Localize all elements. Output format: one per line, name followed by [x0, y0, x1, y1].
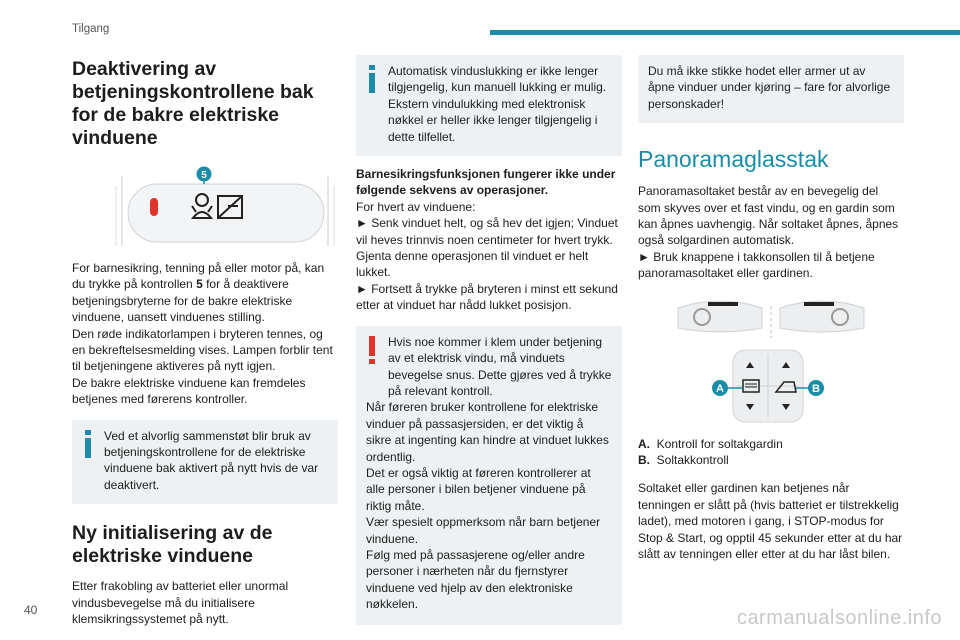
- info-icon: [365, 65, 379, 93]
- child-lock-switch-illustration: [72, 166, 338, 248]
- badge-5-label: 5: [201, 170, 207, 181]
- roof-console-illustration: [638, 292, 904, 430]
- warning-box-pinching: Hvis noe kommer i klem under betjening av et elektrisk vindu, må vinduets bevegelse snus. Dette gjøres ved å trykke på relevant kontroll. Når føreren bruker kontrollene for elektriske vinduer på passasjersiden, er det viktig å sikre at ingenting kan hindre at vinduet lukkes ordentlig. Det er også viktig at føreren kontrollerer at alle personer i bilen betjener vinduene på riktig måte. Vær spesielt oppmerksom når barn betjener vinduene. Følg med på passasjerene og/eller andre personer i nærheten når du fjernstyrer vinduene ved hjelp av den elektroniske nøkkelen.: [356, 326, 622, 625]
- left-column: [72, 58, 338, 628]
- child-lock-switch-figure: [72, 166, 338, 248]
- section-title-reinit: Ny initialisering av de elektriske vinduene: [72, 522, 273, 568]
- info-icon: [81, 430, 95, 458]
- step-each-window: For hvert av vinduene:: [356, 199, 476, 214]
- page-header: [0, 0, 960, 40]
- caption-b: B. Soltakkontroll: [638, 453, 729, 468]
- figure-captions: [638, 436, 904, 469]
- step-lower-raise: ► Senk vinduet helt, og så hev det igjen; Vinduet vil heves trinnvis noen centimeter for hvert trykk. Gjenta denne operasjonen til vinduet er helt lukket.: [356, 216, 618, 280]
- label-b-text: B: [812, 382, 820, 395]
- page-number: 40: [24, 603, 38, 617]
- paragraph-driver-control: De bakre elektriske vinduene kan fremdeles betjenes med førerens kontroller.: [72, 375, 306, 407]
- paragraph-roof-operation: Soltaket eller gardinen kan betjenes når tenningen er slått på (hvis batteriet er tilstrekkelig ladet), med motoren i gang, i STOP-modus for Stop & Start, og opptil 45 sekunder etter at du har slått av tenningen eller etter at du har låst bilen.: [638, 481, 903, 562]
- car-right-icon: [780, 301, 864, 332]
- info-box-collision: Ved et alvorlig sammenstøt blir bruk av betjeningskontrollene for de elektriske vinduene bak aktivert på nytt hvis de var deaktivert.: [72, 420, 338, 505]
- paragraph-roof-description: Panoramasoltaket består av en bevegelig del som skyves over et fast vindu, og en gardin som kan åpnes uavhengig. Når soltaket åpnes, åpnes også solgardinen automatisk.: [638, 184, 899, 248]
- label-a-text: A: [716, 382, 724, 395]
- section-title-panoramic-roof: Panoramaglasstak: [638, 146, 829, 173]
- red-indicator-lamp: [150, 198, 158, 216]
- section-label: Tilgang: [72, 23, 110, 35]
- info-box-auto-closing: Automatisk vinduslukking er ikke lenger tilgjengelig, kun manuell lukking er mulig. Ekstern vindulukking med elektronisk nøkkel er heller ikke lenger tilgjengelig i dette tilfellet.: [356, 55, 622, 156]
- roof-console-figure: [638, 292, 904, 430]
- child-lock-sequence-intro: Barnesikringsfunksjonen fungerer ikke under følgende sekvens av operasjoner.: [356, 167, 616, 198]
- step-keep-pressing: ► Fortsett å trykke på bryteren i minst ett sekund etter at vinduet har nådd lukket posisjon.: [356, 281, 618, 313]
- header-accent-bar: [490, 30, 960, 35]
- paragraph-reinit: Etter frakobling av batteriet eller unormal vindusbevegelse må du initialisere klemsikringssystemet på nytt.: [72, 579, 289, 627]
- section-title-deactivation: Deaktivering av betjeningskontrollene bak for de bakre elektriske vinduene: [72, 58, 314, 149]
- paragraph-child-lock: For barnesikring, tenning på eller motor på, kan du trykke på kontrollen 5 for å deaktivere betjeningsbryterne for de bakre elektriske vinduene, uansett vinduenes stilling.: [72, 261, 325, 325]
- watermark: carmanualsonline.info: [736, 607, 942, 629]
- warning-icon: [365, 336, 379, 364]
- paragraph-indicator: Den røde indikatorlampen i bryteren tennes, og en bekreftelsesmelding vises. Lampen forblir tent til betjeningene aktiveres på nytt igjen.: [72, 326, 333, 374]
- caption-a: A. Kontroll for soltakgardin: [638, 436, 783, 451]
- middle-column: [356, 55, 622, 625]
- grey-box-head-arms: Du må ikke stikke hodet eller armer ut av åpne vinduer under kjøring – fare for alvorlige personskader!: [638, 55, 904, 123]
- right-column: [638, 55, 904, 563]
- car-left-icon: [678, 301, 762, 332]
- paragraph-roof-buttons: ► Bruk knappene i takkonsollen til å betjene panoramasoltaket eller gardinen.: [638, 249, 875, 281]
